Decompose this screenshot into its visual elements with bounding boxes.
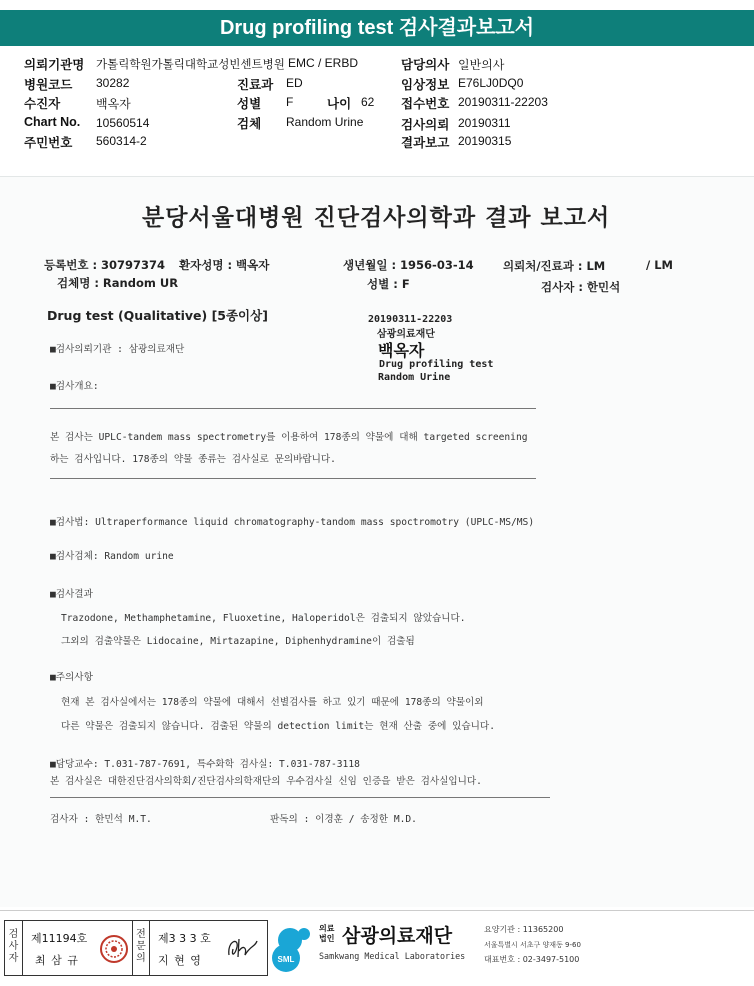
caution-line-1: 현재 본 검사실에서는 178종의 약물에 대해서 선별검사를 하고 있기 때문에 178종의 약물이외 bbox=[61, 697, 484, 708]
signature-icon bbox=[225, 933, 261, 963]
receipt-label: 접수번호 bbox=[401, 97, 450, 111]
footer bbox=[0, 910, 754, 986]
age-value: 62 bbox=[361, 95, 375, 109]
method-line: ■검사법: Ultraperformance liquid chromatography-tandom mass spoctromotry (UPLC-MS/MS) bbox=[50, 517, 535, 528]
rrn-value: 560314-2 bbox=[96, 134, 147, 148]
institution-value: 가톨릭학원가톨릭대학교성빈센트병원 bbox=[96, 59, 285, 71]
result-heading: ■검사결과 bbox=[50, 589, 93, 600]
reader-signature: 판독의 : 이경훈 / 송정한 M.D. bbox=[270, 814, 417, 825]
collector-label: 수진자 bbox=[24, 97, 61, 111]
result-line-1: Trazodone, Methamphetamine, Fluoxetine, Haloperidol은 검출되지 않았습니다. bbox=[61, 613, 466, 624]
doctor-label: 담당의사 bbox=[401, 58, 450, 72]
chart-value: 10560514 bbox=[96, 116, 150, 130]
report-date-label: 결과보고 bbox=[401, 136, 450, 150]
logo-text: SML bbox=[277, 955, 295, 964]
specialist-license: 제3 3 3 호 bbox=[158, 932, 211, 945]
sex-label: 성별 bbox=[237, 97, 262, 111]
divider bbox=[50, 797, 550, 798]
contact-line: ■담당교수: T.031-787-7691, 특수화학 검사실: T.031-787-3118 bbox=[50, 759, 360, 770]
institution-label: 의뢰기관명 bbox=[24, 58, 85, 72]
divider bbox=[50, 478, 536, 479]
age-label: 나이 bbox=[327, 97, 352, 111]
caution-heading: ■주의사항 bbox=[50, 672, 93, 683]
sticker-number: 20190311-22203 bbox=[368, 314, 453, 325]
requester: 의뢰처/진료과 : LM bbox=[503, 259, 606, 273]
specialist-name: 지 현 영 bbox=[158, 954, 202, 967]
specimen-value: Random Urine bbox=[286, 115, 364, 129]
seal-stamp-icon bbox=[99, 934, 129, 964]
collector-value: 백옥자 bbox=[96, 97, 131, 111]
examiner-vertical-label bbox=[5, 921, 23, 975]
org-prefix-1: 의료 bbox=[319, 924, 335, 933]
specimen-label: 검체 bbox=[237, 117, 262, 131]
rrn-label: 주민번호 bbox=[24, 136, 73, 150]
certification-line: 본 검사실은 대한진단검사의학회/진단검사의학재단의 우수검사실 신임 인증을 받은 검사실입니다. bbox=[50, 776, 482, 787]
caution-line-2: 다른 약물은 검출되지 않습니다. 검출된 약물의 detection limit는 현재 산출 중에 있습니다. bbox=[61, 721, 495, 732]
doctor-value: 일반의사 bbox=[458, 58, 505, 72]
request-label: 검사의뢰 bbox=[401, 118, 450, 132]
examiner-vertical-text: 검사자 bbox=[8, 929, 19, 964]
report-title-bar bbox=[0, 10, 754, 46]
specialist-vertical-text: 전문의 bbox=[136, 929, 146, 964]
request-value: 20190311 bbox=[458, 116, 511, 130]
org-prefix-2: 법인 bbox=[319, 934, 335, 943]
hospital-code-label: 병원코드 bbox=[24, 78, 73, 92]
requester-dept: / LM bbox=[646, 258, 673, 272]
org-english-name: Samkwang Medical Laboratories bbox=[319, 951, 466, 961]
specimen-name: 검체명 : Random UR bbox=[57, 276, 179, 290]
dept-label: 진료과 bbox=[237, 78, 274, 92]
patient-name: 환자성명 : 백옥자 bbox=[179, 258, 270, 272]
report-title: Drug profiling test 검사결과보고서 bbox=[219, 17, 535, 39]
examiner-name: 최 삼 규 bbox=[35, 954, 79, 967]
specimen-line: ■검사검체: Random urine bbox=[50, 551, 174, 562]
sticker-name: 백옥자 bbox=[378, 341, 425, 360]
ward-value: EMC / ERBD bbox=[288, 56, 359, 70]
hospital-code-value: 30282 bbox=[96, 76, 130, 90]
lab-line: ■검사의뢰기관 : 삼광의료재단 bbox=[50, 344, 185, 355]
clinical-value: E76LJ0DQ0 bbox=[458, 76, 524, 90]
clinical-label: 임상정보 bbox=[401, 78, 450, 92]
care-institution-no: 요양기관 : 11365200 bbox=[484, 925, 564, 934]
org-name: 삼광의료재단 bbox=[342, 925, 453, 947]
sticker-test: Drug profiling test bbox=[379, 359, 494, 370]
overview-line-2: 하는 검사입니다. 178종의 약물 종류는 검사실로 문의바랍니다. bbox=[50, 454, 336, 465]
specialist-vertical-label bbox=[132, 921, 150, 975]
phone-number: 대표번호 : 02-3497-5100 bbox=[484, 955, 580, 964]
specimen-sticker bbox=[366, 305, 506, 387]
signature-box bbox=[4, 920, 268, 976]
divider bbox=[50, 408, 536, 409]
address: 서울특별시 서초구 양재동 9-60 bbox=[484, 941, 581, 949]
overview-line-1: 본 검사는 UPLC-tandem mass spectrometry를 이용하여 178종의 약물에 대해 targeted screening bbox=[50, 432, 528, 443]
sticker-specimen: Random Urine bbox=[378, 372, 451, 383]
overview-heading: ■검사개요: bbox=[50, 381, 99, 392]
examiner-signature: 검사자 : 한민석 M.T. bbox=[50, 814, 152, 825]
test-name: Drug test (Qualitative) [5종이상] bbox=[47, 308, 268, 323]
birth-date: 생년월일 : 1956-03-14 bbox=[343, 258, 474, 272]
scanned-report bbox=[0, 176, 754, 907]
receipt-value: 20190311-22203 bbox=[458, 95, 548, 109]
reg-no: 등록번호 : 30797374 bbox=[44, 258, 166, 272]
report-date-value: 20190315 bbox=[458, 134, 512, 148]
result-line-2: 그외의 검출약물은 Lidocaine, Mirtazapine, Diphenhydramine이 검출됨 bbox=[61, 636, 415, 647]
report-examiner: 검사자 : 한민석 bbox=[541, 280, 621, 294]
examiner-license: 제11194호 bbox=[31, 932, 88, 945]
report-sex: 성별 : F bbox=[367, 277, 410, 291]
sml-logo-icon bbox=[270, 918, 314, 978]
chart-label: Chart No. bbox=[24, 115, 81, 129]
lab-report-title: 분당서울대병원 진단검사의학과 결과 보고서 bbox=[142, 205, 611, 231]
dept-value: ED bbox=[286, 76, 303, 90]
sex-value: F bbox=[286, 95, 294, 109]
sticker-org: 삼광의료재단 bbox=[377, 329, 435, 340]
